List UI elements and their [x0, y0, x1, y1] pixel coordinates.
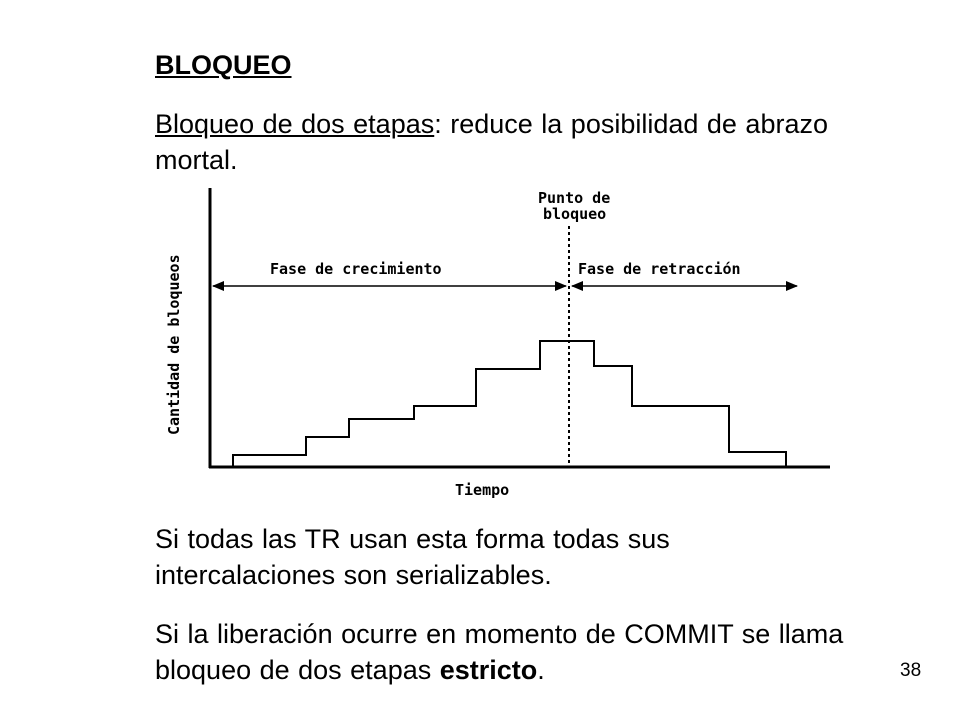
lock-point-label-line2: bloqueo — [543, 205, 607, 223]
shrink-phase-label: Fase de retracción — [578, 260, 741, 278]
intro-term: Bloqueo de dos etapas — [155, 109, 435, 139]
strict-paragraph — [155, 616, 885, 688]
intro-rest: : reduce la posibilidad de abrazo mortal. — [155, 109, 828, 175]
strict-term: estricto — [439, 655, 538, 685]
strict-paragraph-end: . — [537, 655, 545, 685]
page-number: 38 — [900, 660, 922, 681]
serializable-paragraph: Si todas las TR usan esta forma todas sus intercalaciones son serializables. — [155, 524, 670, 590]
x-axis-label: Tiempo — [455, 481, 510, 499]
lock-count-step-curve — [233, 341, 786, 466]
lock-point-label-line1: Punto de — [538, 189, 611, 207]
slide-title: BLOQUEO — [155, 50, 292, 80]
growth-phase-label: Fase de crecimiento — [270, 260, 442, 278]
y-axis-label: Cantidad de bloqueos — [165, 254, 183, 435]
strict-paragraph-start: Si la liberación ocurre en momento de COMMIT se llama bloqueo de dos etapas — [155, 619, 844, 685]
